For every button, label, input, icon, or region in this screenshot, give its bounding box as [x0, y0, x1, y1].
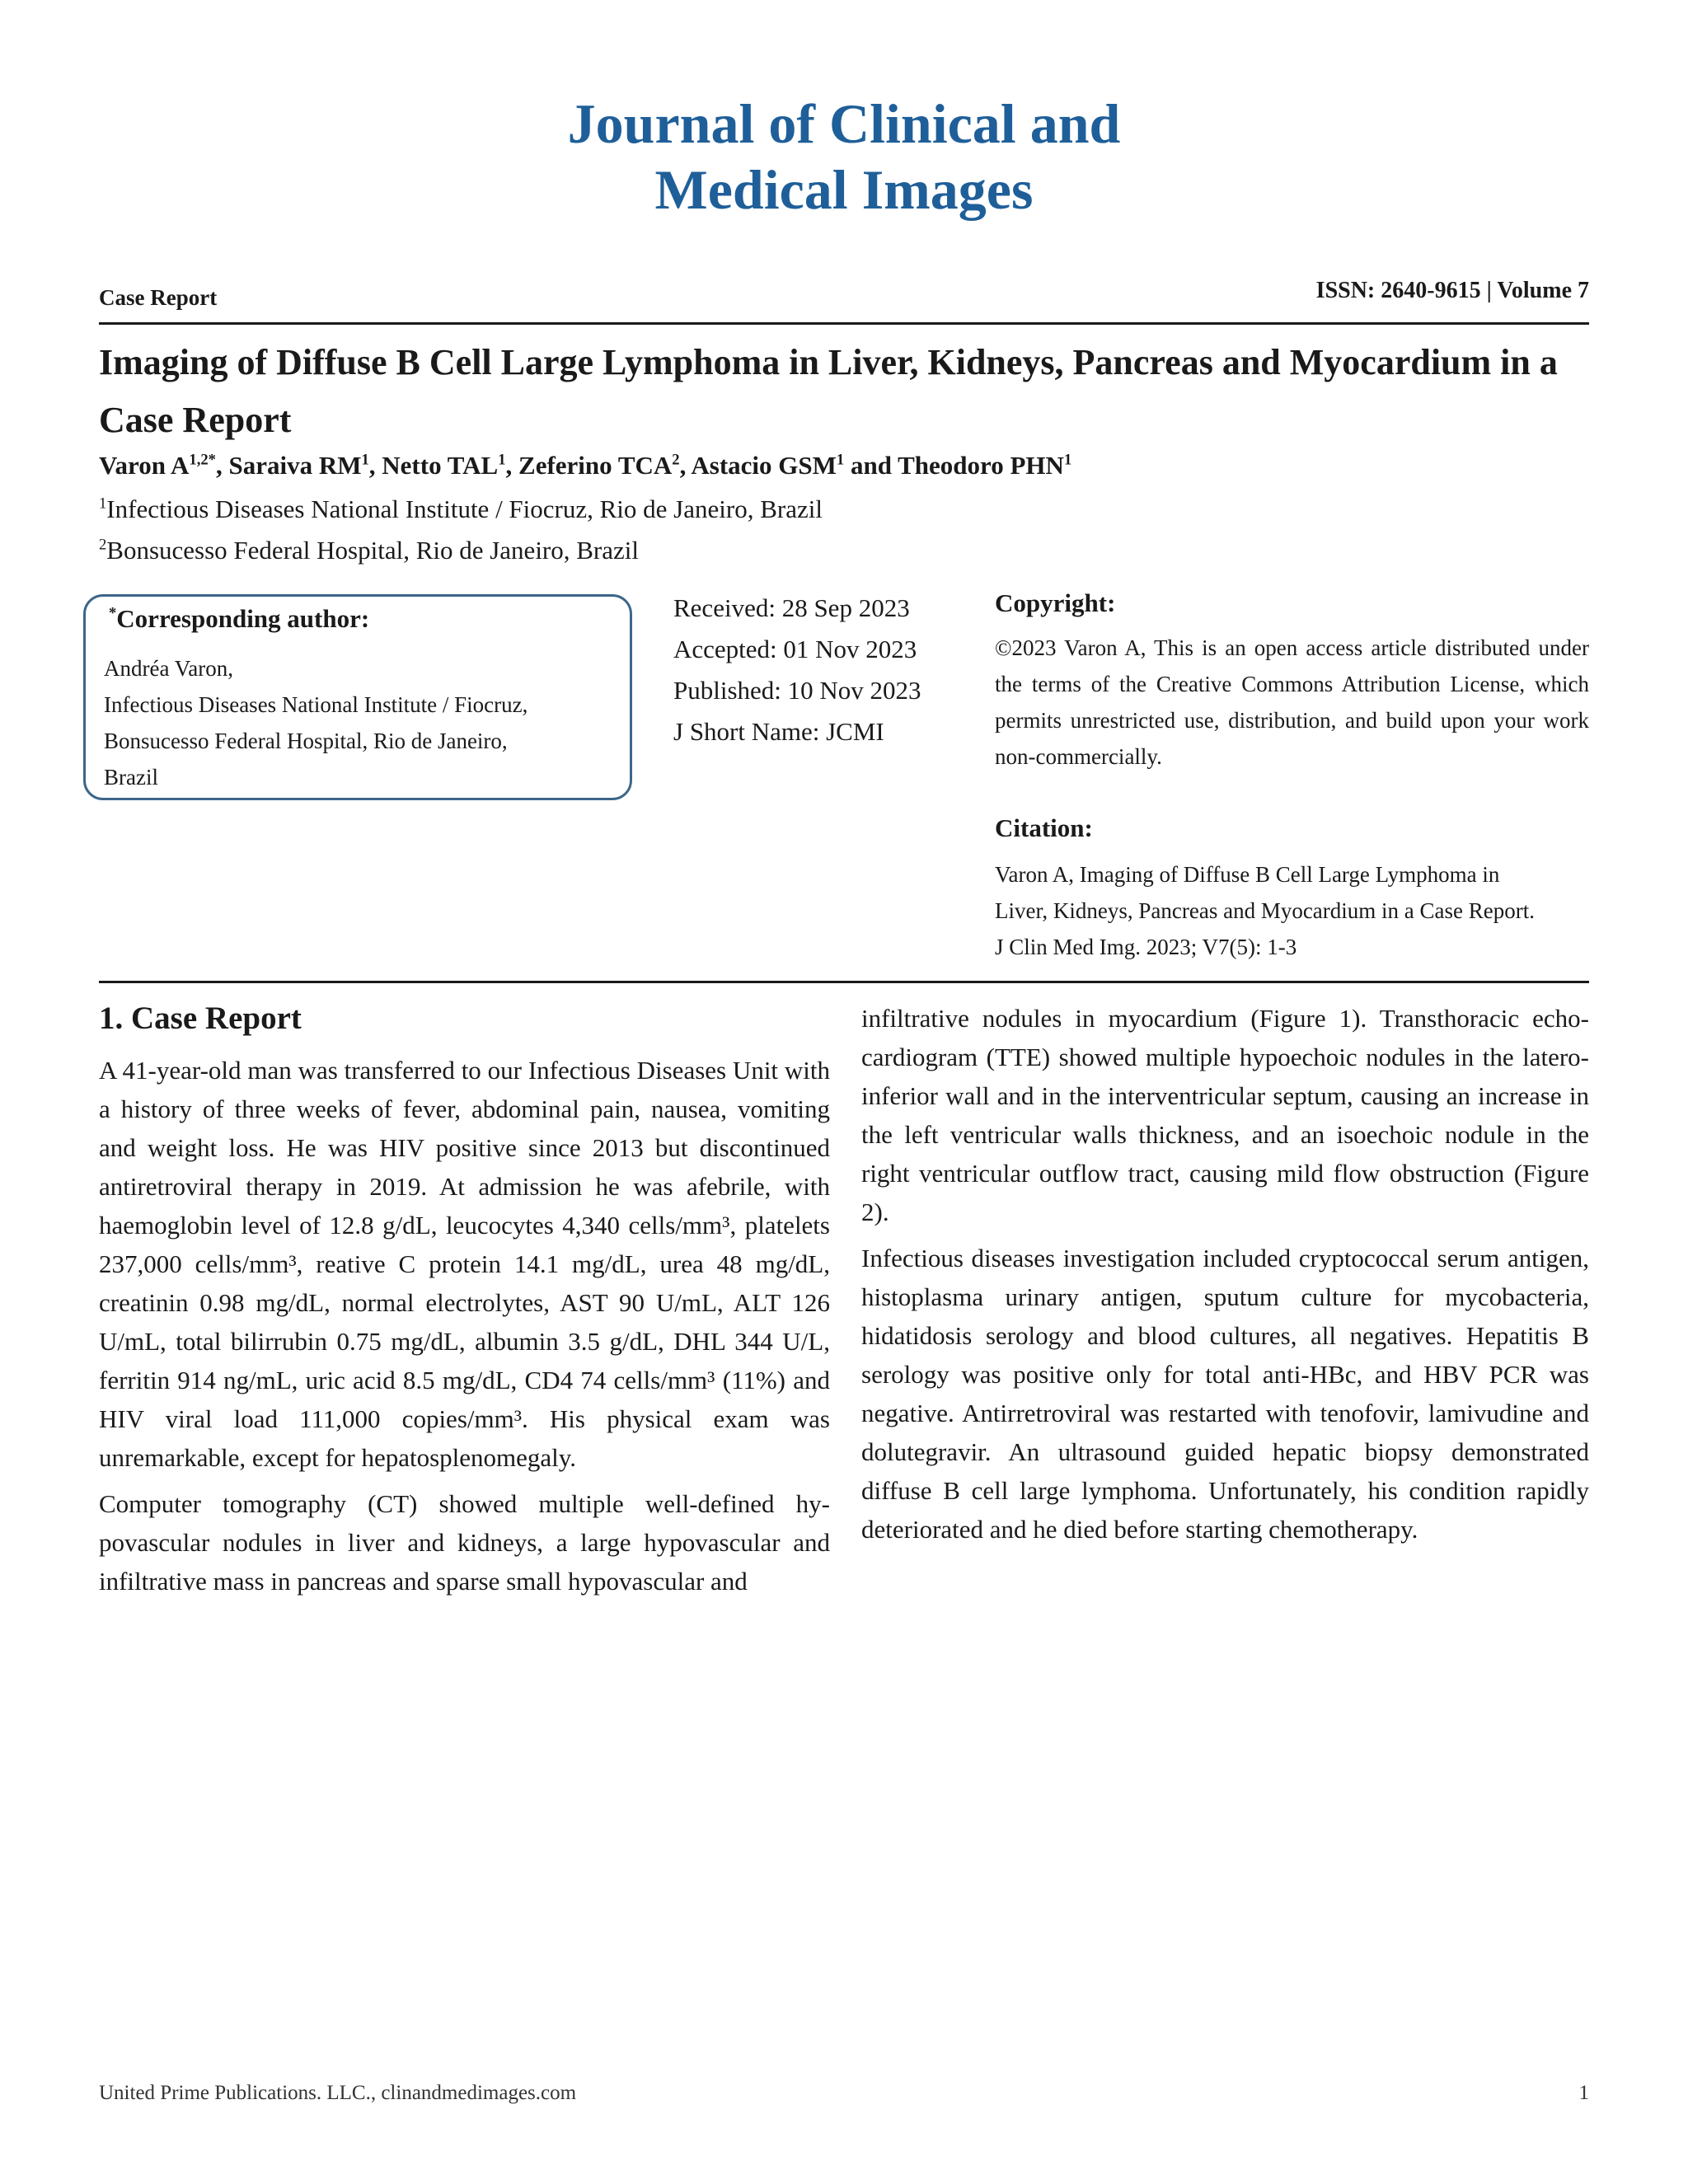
corresponding-author-line: Brazil [104, 765, 158, 790]
published-date: Published: 10 Nov 2023 [673, 676, 921, 705]
body-column-left [99, 1051, 830, 1608]
body-paragraph: A 41-year-old man was transferred to our Infectious Diseases Unit with a history of three weeks of fever, abdominal pain, nausea, vomiting and weight loss. He was HIV positive since 2013 but discontinued antiretroviral therapy in 2019. At admission he was afebrile, with haemoglobin level of 12.8 g/dL, leucocytes 4,340 cells/​mm³, platelets 237,000 cells/mm³, reative C protein 14.1 mg/dL, urea 48 mg/dL, creatinin 0.98 mg/dL, normal electrolytes, AST 90 U/mL, ALT 126 U/mL, total bilirrubin 0.75 mg/dL, albumin 3.5 g/​dL, DHL 344 U/L, ferritin 914 ng/mL, uric acid 8.5 mg/dL, CD4 74 cells/mm³ (11%) and HIV viral load 111,000 copies/mm³. His physical exam was unremarkable, except for hepatosplenomegaly. [99, 1056, 830, 1472]
body-paragraph: infiltrative nodules in myocardium (Figure 1). Transthoracic echocardiogram (TTE) showed multiple hypoechoic nodules in the latero-inferior wall and in the interventricular septum, causing an increase in the left ventricular walls thickness, and an isoechoic nodule in the right ventricular outflow tract, causing mild flow obstruction (Figure 2). [861, 1004, 1589, 1226]
body-paragraph: Infectious diseases investigation included cryptococcal serum antigen, histoplasma urinary antigen, sputum culture for mycobacteria, hidatidosis serology and blood cultures, all negatives. Hepatitis B serology was positive only for total anti-HBc, and HBV PCR was negative. Antirretroviral was restarted with tenofovir, lamivudine and dolutegravir. An ultrasound guided hepatic biopsy demonstrated diffuse B cell large lymphoma. Unfortunately, his condition rapidly deteriorated and he died before starting chemotherapy. [861, 1244, 1589, 1544]
body-paragraph: Computer tomography (CT) showed multiple well-defined hypovascular nodules in liver and kidneys, a large hypovascular and infiltrative mass in pancreas and sparse small hypovascular and [99, 1489, 830, 1596]
accepted-date: Accepted: 01 Nov 2023 [673, 635, 917, 663]
author: Saraiva $RM^1$, [228, 451, 382, 480]
affiliation-2: $^2$Bonsucesso Federal Hospital, Rio de Janeiro, Brazil [99, 536, 639, 565]
citation-line: Liver, Kidneys, Pancreas and Myocardium in a Case Report. [995, 898, 1535, 923]
copyright-heading: Copyright: [995, 588, 1116, 617]
body-column-right [861, 999, 1589, 1556]
received-date: Received: 28 Sep 2023 [673, 593, 910, 622]
publication-dates [673, 588, 921, 752]
citation-text [995, 856, 1605, 965]
article-title: Imaging of Diffuse B Cell Large Lymphoma in Liver, Kidneys, Pancreas and Myocardium in a Case Report [99, 342, 1558, 440]
corresponding-author-details [104, 650, 528, 795]
journal-title [0, 91, 1688, 223]
journal-short-name: J Short Name: JCMI [673, 717, 884, 746]
author-list [99, 451, 1071, 480]
affiliation-1: $^1$Infectious Diseases National Institute / Fiocruz, Rio de Janeiro, Brazil [99, 494, 823, 523]
corresponding-author-line: Infectious Diseases National Institute / Fiocruz, [104, 692, 528, 717]
section-rule [99, 981, 1589, 983]
author: Theodoro PHN$^1$ [898, 451, 1072, 480]
copyright-text: ©2023 Varon A, This is an open access article distributed under the terms of the Creative Commons Attribution License, which permits unrestricted use, distribution, and build upon your work non-commercially. [995, 635, 1589, 769]
author: Astacio GSM$^1$ and [691, 451, 898, 480]
author: Netto TAL$^1$, [382, 451, 519, 480]
issn-volume: ISSN: 2640-9615 | Volume 7 [1315, 278, 1589, 303]
journal-title-line-1: Journal of Clinical and [567, 92, 1121, 155]
article-type: Case Report [99, 285, 218, 310]
citation-line: J Clin Med Img. 2023; V7(5): 1-3 [995, 935, 1297, 959]
citation-line: Varon A, Imaging of Diffuse B Cell Large Lymphoma in [995, 862, 1500, 887]
journal-title-line-2: Medical Images [654, 158, 1034, 221]
corresponding-author-line: Bonsucesso Federal Hospital, Rio de Janeiro, [104, 729, 508, 753]
corresponding-author-heading: *Corresponding author: [109, 604, 370, 633]
author: Zeferino TCA$^2$, [518, 451, 692, 480]
page-number: 1 [1578, 2082, 1589, 2104]
section-heading: 1. Case Report [99, 1001, 302, 1036]
corresponding-author-line: Andréa Varon, [104, 656, 233, 681]
footer-publisher: United Prime Publications. LLC., clinandmedimages.com [99, 2082, 577, 2104]
header-rule [99, 322, 1589, 325]
citation-heading: Citation: [995, 813, 1093, 842]
author: Varon $A^{1,2*}$, [99, 451, 229, 480]
